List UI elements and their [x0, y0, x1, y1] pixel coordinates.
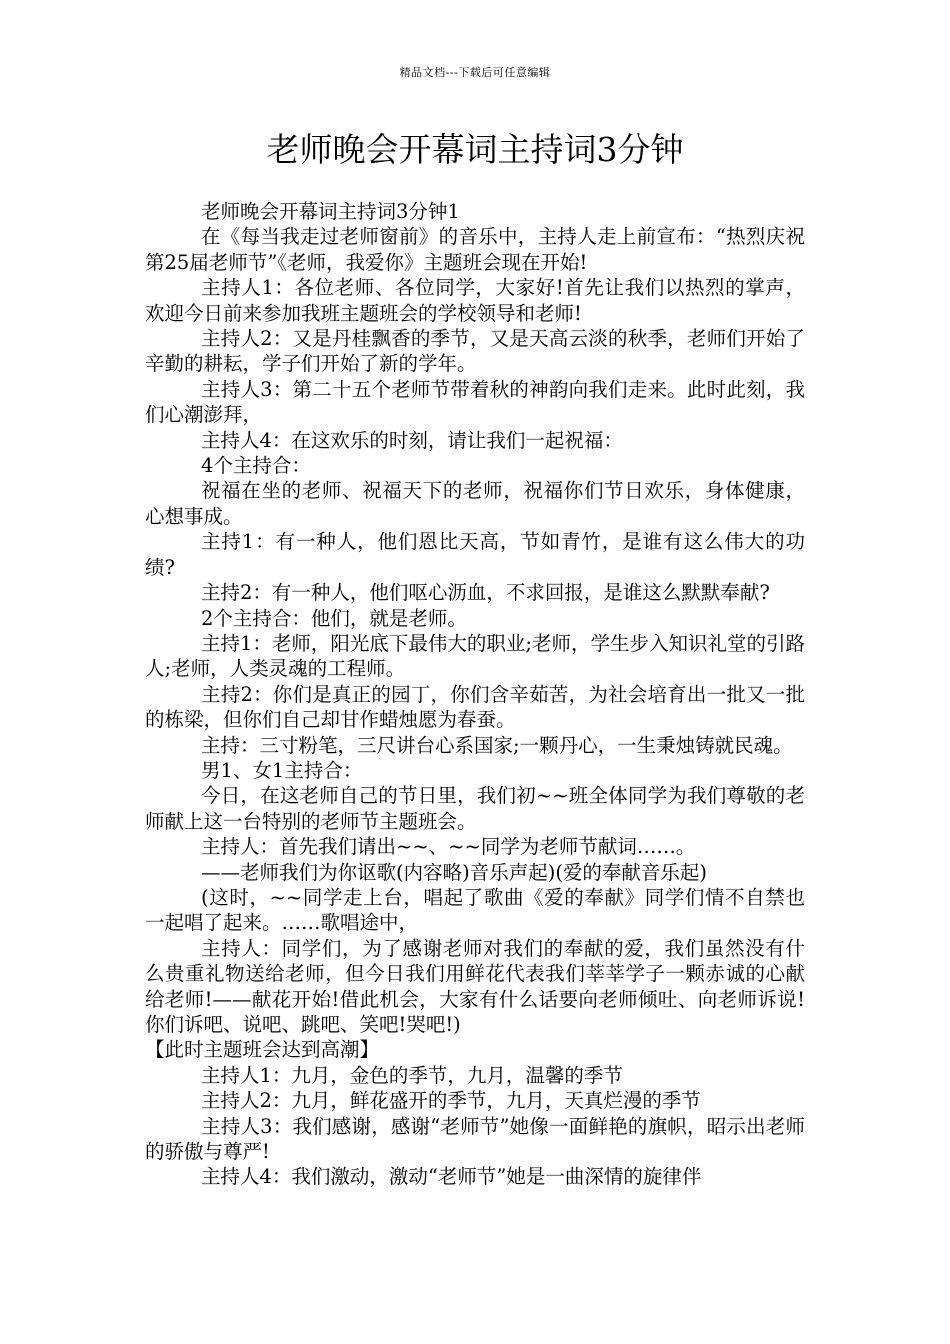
paragraph: 在《每当我走过老师窗前》的音乐中，主持人走上前宣布：“热烈庆祝第25届老师节”《老师，我爱你》主题班会现在开始!: [145, 225, 805, 274]
paragraph: 主持人：同学们，为了感谢老师对我们的奉献的爱，我们虽然没有什么贵重礼物送给老师，但今日我们用鲜花代表我们莘莘学子一颗赤诚的心献给老师!——献花开始!借此机会，大家有什么话要向老师倾吐、向老师诉说!你们诉吧、说吧、跳吧、笑吧!哭吧!): [145, 936, 805, 1036]
paragraph: 主持2：你们是真正的园丁，你们含辛茹苦，为社会培育出一批又一批的栋梁，但你们自己却甘作蜡烛愿为春蚕。: [145, 682, 805, 732]
paragraph: 【此时主题班会达到高潮】: [145, 1038, 380, 1062]
page-header: 精品文档---下载后可任意编辑: [399, 66, 551, 79]
paragraph: 主持人2：九月，鲜花盛开的季节，九月，天真烂漫的季节: [201, 1089, 701, 1113]
paragraph: 主持1：老师，阳光底下最伟大的职业;老师，学生步入知识礼堂的引路人;老师，人类灵魂的工程师。: [145, 631, 805, 681]
paragraph: 主持人3：我们感谢，感谢“老师节”她像一面鲜艳的旗帜，昭示出老师的骄傲与尊严!: [145, 1114, 805, 1164]
paragraph: 男1、女1主持合：: [201, 758, 363, 782]
paragraph: ——老师我们为你讴歌(内容略)音乐声起)(爱的奉献音乐起): [201, 860, 708, 884]
paragraph: 4个主持合：: [201, 454, 311, 478]
paragraph: 2个主持合：他们，就是老师。: [201, 606, 467, 630]
document-body: [145, 199, 805, 1190]
paragraph: 主持2：有一种人，他们呕心沥血，不求回报，是谁这么默默奉献?: [201, 581, 770, 605]
paragraph: 主持人3：第二十五个老师节带着秋的神韵向我们走来。此时此刻，我们心潮澎拜，: [145, 377, 805, 427]
paragraph: 主持人1：九月，金色的季节，九月，温馨的季节: [201, 1063, 623, 1087]
paragraph: 主持人1：各位老师、各位同学，大家好!首先让我们以热烈的掌声，欢迎今日前来参加我班主题班会的学校领导和老师!: [145, 276, 805, 325]
paragraph: 主持：三寸粉笔，三尺讲台心系国家;一颗丹心，一生秉烛铸就民魂。: [201, 733, 793, 757]
document-title: 老师晚会开幕词主持词3分钟: [266, 130, 684, 169]
paragraph: 老师晚会开幕词主持词3分钟1: [201, 200, 460, 223]
paragraph: 祝福在坐的老师、祝福天下的老师，祝福你们节日欢乐，身体健康，心想事成。: [145, 479, 805, 528]
paragraph: 主持1：有一种人，他们恩比天高，节如青竹，是谁有这么伟大的功绩?: [145, 530, 805, 579]
paragraph: 主持人：首先我们请出~~、~~同学为老师节献词……。: [201, 835, 696, 859]
paragraph: 主持人2：又是丹桂飘香的季节，又是天高云淡的秋季，老师们开始了辛勤的耕耘，学子们开始了新的学年。: [145, 327, 805, 376]
paragraph: 主持人4：我们激动，激动“老师节”她是一曲深情的旋律伴: [201, 1165, 702, 1189]
paragraph: 今日，在这老师自己的节日里，我们初~~班全体同学为我们尊敬的老师献上这一台特别的老师节主题班会。: [145, 784, 805, 833]
paragraph: 主持人4：在这欢乐的时刻，请让我们一起祝福：: [201, 428, 623, 452]
paragraph: (这时，~~同学走上台，唱起了歌曲《爱的奉献》同学们情不自禁也一起唱了起来。……歌唱途中，: [145, 885, 805, 935]
